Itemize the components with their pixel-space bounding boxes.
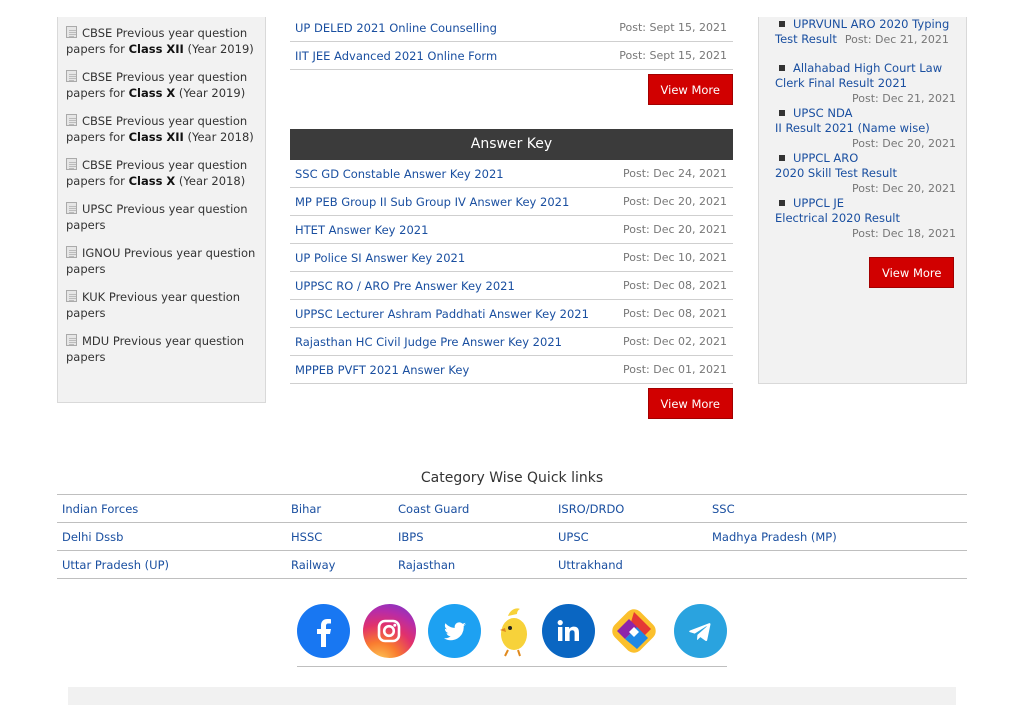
divider — [297, 666, 727, 667]
twitter-icon[interactable] — [428, 604, 481, 658]
quick-link[interactable]: Bihar — [291, 501, 322, 516]
table-row — [57, 551, 967, 579]
post-date: Post: Dec 20, 2021 — [623, 195, 727, 208]
row-link[interactable]: MPPEB PVFT 2021 Answer Key — [295, 362, 470, 377]
row-link[interactable]: UP DELED 2021 Online Counselling — [295, 20, 497, 35]
table-row — [290, 244, 733, 272]
left-item-5[interactable]: IGNOU Previous year question papers — [66, 246, 256, 276]
post-date: Post: Sept 15, 2021 — [619, 21, 727, 34]
quick-link[interactable]: UPSC — [558, 529, 589, 544]
square-bullet-icon — [779, 200, 785, 206]
footer-bar — [68, 687, 956, 705]
middle-column — [290, 14, 733, 419]
document-icon — [66, 26, 77, 38]
table-row — [290, 216, 733, 244]
document-icon — [66, 246, 77, 258]
post-date: Post: Dec 08, 2021 — [623, 307, 727, 320]
quick-link[interactable]: Madhya Pradesh (MP) — [712, 529, 837, 544]
quick-link[interactable]: Uttar Pradesh (UP) — [62, 557, 170, 572]
online-forms-list — [290, 14, 733, 70]
view-more-button[interactable]: View More — [869, 257, 954, 288]
left-item-0[interactable]: CBSE Previous year question papers for Class XII (Year 2019) — [66, 26, 254, 56]
quick-links-title: Category Wise Quick links — [420, 470, 604, 486]
quick-link[interactable]: Railway — [291, 557, 336, 572]
quick-links-table — [57, 494, 967, 579]
post-date: Post: Dec 24, 2021 — [623, 167, 727, 180]
document-icon — [66, 202, 77, 214]
result-item-2[interactable]: UPSC NDA II Result 2021 (Name wise) Post: Dec 20, 2021 — [775, 106, 956, 150]
result-item-4[interactable]: UPPCL JE Electrical 2020 Result Post: Dec 18, 2021 — [775, 196, 956, 240]
row-link[interactable]: UPPSC Lecturer Ashram Paddhati Answer Key 2021 — [295, 306, 589, 321]
table-row — [290, 272, 733, 300]
table-row — [290, 188, 733, 216]
table-row — [290, 42, 733, 70]
left-item-4[interactable]: UPSC Previous year question papers — [66, 202, 248, 232]
left-item-6[interactable]: KUK Previous year question papers — [66, 290, 241, 320]
view-more-button[interactable]: View More — [648, 74, 733, 105]
document-icon — [66, 334, 77, 346]
instagram-icon[interactable] — [363, 604, 416, 658]
result-item-3[interactable]: UPPCL ARO 2020 Skill Test Result Post: Dec 20, 2021 — [775, 151, 956, 195]
view-more-button[interactable]: View More — [648, 388, 733, 419]
post-date: Post: Sept 15, 2021 — [619, 49, 727, 62]
results-sidebar — [758, 17, 967, 384]
telegram-icon[interactable] — [674, 604, 727, 658]
quick-link[interactable]: Indian Forces — [62, 501, 139, 516]
koo-icon[interactable] — [494, 604, 534, 658]
document-icon — [66, 114, 77, 126]
quick-link[interactable]: HSSC — [291, 529, 323, 544]
quick-link[interactable]: Uttrakhand — [558, 557, 623, 572]
table-row — [57, 495, 967, 523]
social-icons — [297, 604, 727, 658]
row-link[interactable]: MP PEB Group II Sub Group IV Answer Key 2021 — [295, 194, 570, 209]
table-row — [290, 160, 733, 188]
row-link[interactable]: HTET Answer Key 2021 — [295, 222, 429, 237]
quick-link[interactable]: Coast Guard — [398, 501, 470, 516]
quick-link[interactable]: Rajasthan — [398, 557, 456, 572]
answer-key-list — [290, 160, 733, 384]
linkedin-icon[interactable] — [542, 604, 595, 658]
facebook-icon[interactable] — [297, 604, 350, 658]
result-item-0[interactable]: UPRVUNL ARO 2020 Typing Test Result Post: Dec 21, 2021 — [775, 17, 950, 46]
quick-link[interactable]: IBPS — [398, 529, 424, 544]
table-row — [290, 300, 733, 328]
row-link[interactable]: UP Police SI Answer Key 2021 — [295, 250, 466, 265]
post-date: Post: Dec 10, 2021 — [623, 251, 727, 264]
table-row — [290, 356, 733, 384]
square-bullet-icon — [779, 110, 785, 116]
row-link[interactable]: SSC GD Constable Answer Key 2021 — [295, 166, 504, 181]
left-item-3[interactable]: CBSE Previous year question papers for Class X (Year 2018) — [66, 158, 248, 188]
post-date: Post: Dec 20, 2021 — [623, 223, 727, 236]
left-item-7[interactable]: MDU Previous year question papers — [66, 334, 245, 364]
square-bullet-icon — [779, 21, 785, 27]
square-bullet-icon — [779, 155, 785, 161]
document-icon — [66, 290, 77, 302]
document-icon — [66, 158, 77, 170]
row-link[interactable]: Rajasthan HC Civil Judge Pre Answer Key 2021 — [295, 334, 562, 349]
square-bullet-icon — [779, 65, 785, 71]
quick-link[interactable]: SSC — [712, 501, 735, 516]
table-row — [290, 14, 733, 42]
document-icon — [66, 70, 77, 82]
sharechat-icon[interactable] — [607, 604, 661, 658]
result-item-1[interactable]: Allahabad High Court Law Clerk Final Result 2021 Post: Dec 21, 2021 — [775, 61, 956, 105]
table-row — [290, 328, 733, 356]
post-date: Post: Dec 08, 2021 — [623, 279, 727, 292]
answer-key-header: Answer Key — [290, 129, 733, 160]
row-link[interactable]: IIT JEE Advanced 2021 Online Form — [295, 48, 498, 63]
left-item-1[interactable]: CBSE Previous year question papers for Class X (Year 2019) — [66, 70, 248, 100]
quick-link[interactable]: Delhi Dssb — [62, 529, 124, 544]
row-link[interactable]: UPPSC RO / ARO Pre Answer Key 2021 — [295, 278, 515, 293]
left-sidebar — [57, 17, 266, 403]
post-date: Post: Dec 02, 2021 — [623, 335, 727, 348]
table-row — [57, 523, 967, 551]
left-item-2[interactable]: CBSE Previous year question papers for Class XII (Year 2018) — [66, 114, 254, 144]
quick-link[interactable]: ISRO/DRDO — [558, 501, 625, 516]
post-date: Post: Dec 01, 2021 — [623, 363, 727, 376]
